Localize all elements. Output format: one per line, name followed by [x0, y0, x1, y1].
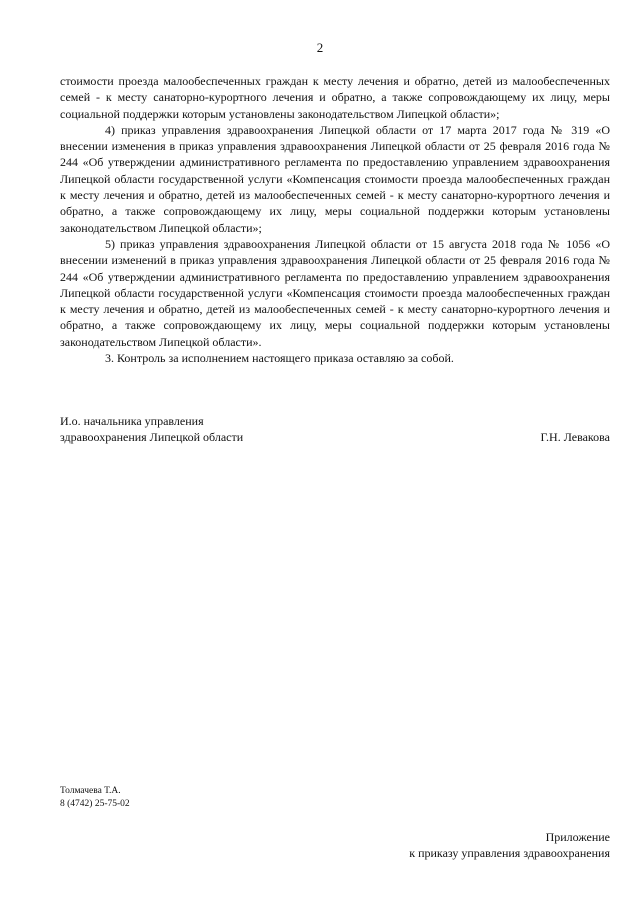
- paragraph-item-5: 5) приказ управления здравоохранения Липецкой области от 15 августа 2018 года № 1056 «О внесении изменений в приказ управления здравоохранения Липецкой области от 25 февраля 2016 года № 244 «Об утверждении административного регламента по предоставлению управлением здравоохранения Липецкой области государственной услуги «Компенсация стоимости проезда малообеспеченных граждан к месту лечения и обратно, детей из малообеспеченных семей - к месту санаторно-курортного лечения и обратно, а также сопровождающему их лицу, меры социальной поддержки которым установлены законодательством Липецкой области».: [60, 236, 610, 349]
- paragraph-control: 3. Контроль за исполнением настоящего приказа оставляю за собой.: [105, 351, 454, 366]
- signature-row: [60, 429, 610, 445]
- appendix-title: Приложение: [545, 830, 610, 844]
- appendix-header: [409, 829, 610, 862]
- signer-name: Г.Н. Левакова: [540, 430, 610, 445]
- paragraph-item-4: 4) приказ управления здравоохранения Липецкой области от 17 марта 2017 года № 319 «О внесении изменения в приказ управления здравоохранения Липецкой области от 25 февраля 2016 года № 244 «Об утверждении административного регламента по предоставлению управлением здравоохранения Липецкой области государственной услуги «Компенсация стоимости проезда малообеспеченных граждан к месту лечения и обратно, детей из малообеспеченных семей - к месту санаторно-курортного лечения и обратно, а также сопровождающему их лицу, меры социальной поддержки которым установлены законодательством Липецкой области»;: [60, 122, 610, 235]
- executor-name: Толмачева Т.А.: [60, 786, 121, 796]
- signature-block: [60, 413, 610, 446]
- document-body: [60, 73, 610, 366]
- paragraph-continuation: стоимости проезда малообеспеченных граждан к месту лечения и обратно, детей из малообеспеченных семей - к месту санаторно-курортного лечения и обратно, а также сопровождающему их лицу, меры социальной поддержки которым установлены законодательством Липецкой области»;: [60, 74, 610, 121]
- executor-phone: 8 (4742) 25-75-02: [60, 799, 130, 809]
- signer-position-line1: И.о. начальника управления: [60, 414, 204, 428]
- signer-position-line2: здравоохранения Липецкой области: [60, 430, 244, 445]
- executor-block: [60, 785, 130, 811]
- page-number: 2: [316, 40, 324, 55]
- appendix-subtitle: к приказу управления здравоохранения: [409, 846, 610, 861]
